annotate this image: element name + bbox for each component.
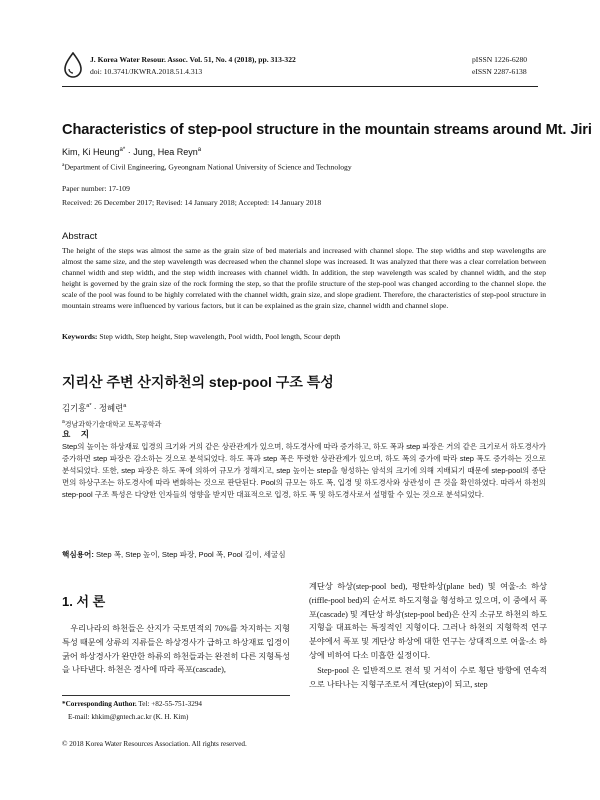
k-keywords-label: 핵심용어: — [62, 550, 94, 559]
author-1: Kim, Ki Heung — [62, 147, 120, 157]
issn-block — [472, 54, 538, 78]
korean-title: 지리산 주변 산지하천의 step-pool 구조 특성 — [62, 374, 334, 390]
intro-paragraph-1: 계단상 하상(step-pool bed), 평탄하상(plane bed) 및 여울-소 하상(riffle-pool bed)의 순서로 하도지형을 형성하고 있으며, 이 중에서 폭포(cascade) 및 계단상 하상(step-pool bed)은 산지 소규모 하천의 하도 지형을 대표하는 특징적인 지형이다. 그러나 하천의 지형학적 연구 분야에서 폭포 및 계단상 하상에 대한 연구는 상대적으로 여울-소 하상에 비하여 다소 미흡한 실정이다. — [309, 582, 547, 660]
affil-text: Department of Civil Engineering, Gyeongnam National University of Science and Technology — [64, 162, 352, 172]
k-author-1-sup: a* — [86, 403, 92, 410]
k-affil-text: 경남과학기술대학교 토목공학과 — [64, 421, 162, 429]
journal-logo-icon — [62, 52, 84, 78]
corresponding-tel: Tel: +82-55-751-3294 — [136, 700, 203, 708]
korean-abstract-body: Step의 높이는 하상재료 입경의 크기와 거의 같은 상관관계가 있으며, 하도경사에 따라 증가하고, 하도 폭과 step 파장은 거의 같은 크기로서 하도경사가 증가하면 step 파장은 감소하는 것으로 분석되었다. 하도 폭과 step 폭은 뚜렷한 상관관계가 있으며, 하도 폭의 증가에 따라 step 폭도 증가하는 것으로 분석되었다. 또한, step 파장은 하도 폭에 의하여 규모가 정해지고, step 높이는 step을 형성하는 암석의 크기에 의해 지배되기 때문에 step-pool의 종단면의 하상구조는 하도경사에 따라 변화하는 것으로 판단된다. Pool의 규모는 하도 폭, 입경 및 하도경사와 상관성이 큰 것을 확인하였다. 따라서 하천의 step-pool 구조 특성은 다양한 인자들의 영향을 받지만 대표적으로 입경, 하도 폭 및 하도경사로서 설명할 수 있는 것으로 분석되었다. — [62, 442, 546, 499]
pissn: pISSN 1226-6280 — [472, 55, 528, 64]
journal-header — [90, 54, 296, 78]
copyright-notice: © 2018 Korea Water Resources Association. All rights reserved. — [62, 740, 247, 748]
k-affil-sup: a — [62, 419, 65, 425]
paper-number: Paper number: 17-109 — [62, 184, 130, 193]
english-keywords — [62, 332, 340, 341]
k-author-2-sup: a — [123, 403, 127, 410]
korean-abstract-heading: 요 지 — [62, 429, 93, 439]
journal-citation: J. Korea Water Resour. Assoc. Vol. 51, No. 4 (2018), pp. 313-322 — [90, 55, 296, 64]
english-affiliation — [62, 162, 352, 172]
corresponding-author — [62, 700, 202, 708]
corresponding-email[interactable]: E-mail: khkim@gntech.ac.kr (K. H. Kim) — [68, 713, 189, 721]
keywords-label: Keywords: — [62, 332, 98, 341]
k-author-1: 김기흥 — [62, 403, 87, 413]
corresponding-label: *Corresponding Author. — [62, 700, 137, 708]
author-1-sup: a* — [119, 147, 126, 153]
korean-keywords — [62, 549, 286, 560]
intro-right-column — [309, 580, 547, 692]
doi-link[interactable]: doi: 10.3741/JKWRA.2018.51.4.313 — [90, 67, 203, 76]
author-2: · Jung, Hea Reyn — [125, 147, 198, 157]
korean-authors — [62, 402, 126, 414]
eissn: eISSN 2287-6138 — [472, 67, 527, 76]
k-keywords-list: Step 폭, Step 높이, Step 파장, Pool 폭, Pool 길이, 세굴심 — [93, 550, 286, 559]
affil-sup: a — [62, 162, 65, 168]
keywords-list: Step width, Step height, Step wavelength, Pool width, Pool length, Scour depth — [97, 332, 341, 341]
k-author-2: · 정혜련 — [91, 403, 124, 413]
abstract-heading: Abstract — [62, 231, 98, 242]
footnote-divider — [62, 695, 290, 696]
section-heading-introduction: 1. 서 론 — [62, 594, 106, 609]
intro-paragraph-2: Step-pool 은 일반적으로 전석 및 거석이 수로 횡단 방향에 연속적으로 나타나는 지형구조로서 계단(step)이 되고, step — [309, 665, 547, 689]
abstract-body: The height of the steps was almost the same as the grain size of bed materials and increased with channel slope. The step widths and step wavelengths are almost the same size, and the step wavelength was decreased when the channel slope was increased. It was analyzed that there was a clear correlation between channel width and step width, and the step width increases with channel width. In addition, the step wavelength was scaled by channel width, and the step height is governed by the grain size of the rock forming the step, so that the profile structure of the step-pool was changed according to the channel slope. the scale of the pool was found to be highly correlated with the channel width, grain size, and slope gradient. Therefore, the characteristics of step-pool structure in mountain streams were influenced by various factors, but it can be explained as the grain size, channel width and channel slope. — [62, 246, 546, 310]
english-authors — [62, 147, 201, 157]
header-divider — [62, 86, 538, 87]
english-title: Characteristics of step-pool structure in the mountain streams around Mt. Jiri — [62, 122, 592, 138]
submission-dates: Received: 26 December 2017; Revised: 14 January 2018; Accepted: 14 January 2018 — [62, 198, 322, 207]
author-2-sup: a — [197, 147, 202, 153]
intro-left-column: 우리나라의 하천들은 산지가 국토면적의 70%를 차지하는 지형특성 때문에 상류의 지류들은 하상경사가 급하고 하상재료 입경이 굵어 하상경사가 완만한 하류의 하천들과는 완전히 다른 지형특성을 나타낸다. 하천은 경사에 따라 폭포(cascade), — [62, 624, 290, 675]
